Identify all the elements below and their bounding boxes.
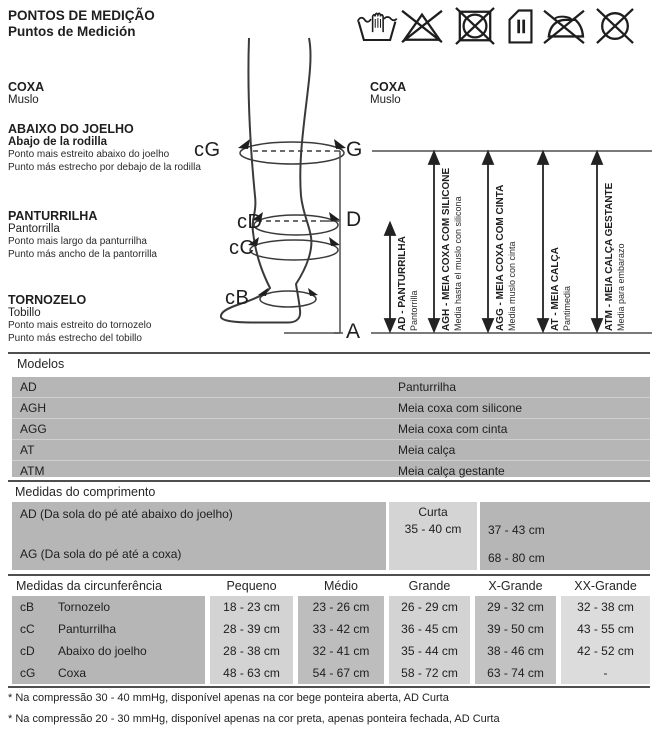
column-medio	[298, 596, 384, 684]
table-row-label	[12, 618, 205, 640]
curta-range: 35 - 40 cm	[404, 522, 462, 536]
table-row	[12, 398, 650, 419]
length-row-ag: AG (Da sola do pé até a coxa)	[20, 547, 182, 561]
model-name: Panturrilha	[398, 380, 457, 394]
models-divider	[8, 352, 650, 354]
circumference-title: Medidas da circunferência	[16, 579, 162, 593]
table-row	[12, 377, 650, 398]
size-header-xx-grande: XX-Grande	[574, 579, 637, 593]
cell: 39 - 50 cm	[487, 622, 544, 636]
cell: 33 - 42 cm	[312, 622, 370, 636]
cell: 32 - 38 cm	[577, 600, 634, 614]
length-label-cell	[12, 502, 386, 570]
label-panturrilha-title: PANTURRILHA	[8, 209, 98, 223]
cell: 54 - 67 cm	[312, 666, 370, 680]
cell: 36 - 45 cm	[401, 622, 458, 636]
point-cb-label: cB	[225, 287, 250, 309]
letter-d: D	[346, 208, 362, 231]
point-code: cG	[20, 666, 36, 680]
model-agg-label	[495, 150, 517, 331]
length-table	[0, 502, 655, 570]
model-agh-code: AGH - MEIA COXA COM SILICONE	[441, 167, 452, 331]
column-pequeno	[210, 596, 293, 684]
point-code: cC	[20, 622, 35, 636]
label-panturrilha-desc-es: Punto más ancho de la pantorrilla	[8, 248, 157, 260]
cell: 42 - 52 cm	[577, 644, 634, 658]
model-agg-subtitle: Media muslo con cinta	[506, 241, 517, 331]
models-table	[12, 377, 650, 477]
label-abaixo-subtitle: Abajo de la rodilla	[8, 136, 108, 148]
label-tornozelo-desc-pt: Ponto mais estreito do tornozelo	[8, 320, 152, 331]
model-code: AT	[20, 443, 35, 457]
table-row	[12, 440, 650, 461]
point-cd-label: cD	[237, 211, 263, 233]
table-row	[12, 419, 650, 440]
model-atm-label	[604, 150, 626, 331]
cell: 32 - 41 cm	[312, 644, 370, 658]
table-row-label	[12, 640, 205, 662]
cell: -	[603, 666, 608, 680]
label-tornozelo-subtitle: Tobillo	[8, 307, 41, 319]
model-at-subtitle: Pantimedia	[561, 285, 572, 331]
size-header-pequeno: Pequeno	[226, 579, 277, 593]
cell: 28 - 39 cm	[223, 622, 280, 636]
table-row-label	[12, 596, 205, 618]
model-ad-subtitle: Pantorrilla	[408, 290, 419, 331]
length-size-cell	[480, 502, 650, 570]
bottom-divider	[8, 686, 650, 688]
length-curta-cell	[389, 502, 477, 570]
cell: 18 - 23 cm	[223, 600, 280, 614]
circumference-label-column	[12, 596, 205, 684]
footnote-2: * Na compressão 20 - 30 mmHg, disponível apenas na cor preta, apenas ponteira fechada, AD Curta	[8, 713, 500, 725]
column-xx-grande	[561, 596, 650, 684]
model-code: AGG	[20, 422, 47, 436]
size-header-medio: Médio	[323, 579, 359, 593]
length-size-ag: 68 - 80 cm	[488, 551, 545, 565]
model-agg-code: AGG - MEIA COXA COM CINTA	[495, 184, 506, 331]
point-code: cD	[20, 644, 35, 658]
column-grande	[389, 596, 470, 684]
length-title: Medidas do comprimento	[15, 485, 156, 499]
label-coxa-subtitle: Muslo	[8, 94, 39, 106]
letter-g: G	[346, 138, 363, 161]
model-ad-code: AD - PANTURRILHA	[397, 236, 408, 331]
label-tornozelo-title: TORNOZELO	[8, 293, 87, 307]
model-agh-label	[441, 150, 463, 331]
model-ad-label	[397, 150, 419, 331]
page-subtitle: Puntos de Medición	[8, 24, 136, 39]
point-name: Abaixo do joelho	[58, 644, 147, 658]
cell: 35 - 44 cm	[401, 644, 458, 658]
point-cg-label: cG	[194, 139, 221, 161]
label-coxa-right-title: COXA	[370, 80, 407, 94]
circumference-table	[0, 596, 655, 684]
size-header-x-grande: X-Grande	[488, 579, 543, 593]
model-name: Meia coxa com cinta	[398, 422, 508, 436]
model-name: Meia calça gestante	[398, 464, 505, 478]
page-title: PONTOS DE MEDIÇÃO	[8, 8, 155, 23]
cell: 28 - 38 cm	[223, 644, 280, 658]
cell: 23 - 26 cm	[312, 600, 370, 614]
label-tornozelo-desc-es: Punto más estrecho del tobillo	[8, 332, 142, 344]
label-panturrilha-subtitle: Pantorrilla	[8, 223, 60, 235]
point-name: Panturrilha	[58, 622, 117, 636]
model-atm-code: ATM - MEIA CALÇA GESTANTE	[604, 182, 615, 331]
table-row-label	[12, 662, 205, 684]
label-abaixo-desc-pt: Ponto mais estreito abaixo do joelho	[8, 149, 170, 160]
curta-label: Curta	[418, 505, 448, 519]
length-divider	[8, 480, 650, 482]
model-code: ATM	[20, 464, 45, 478]
point-cc-label: cC	[229, 237, 255, 259]
models-title: Modelos	[17, 357, 65, 371]
column-x-grande	[475, 596, 556, 684]
cell: 48 - 63 cm	[223, 666, 280, 680]
point-code: cB	[20, 600, 35, 614]
cell: 43 - 55 cm	[577, 622, 634, 636]
model-name: Meia coxa com silicone	[398, 401, 523, 415]
footnote-1: * Na compressão 30 - 40 mmHg, disponível apenas na cor bege ponteira aberta, AD Curta	[8, 692, 449, 704]
cell: 26 - 29 cm	[401, 600, 458, 614]
model-at-label	[550, 150, 572, 331]
label-coxa-right-subtitle: Muslo	[370, 94, 401, 106]
model-code: AD	[20, 380, 37, 394]
point-name: Coxa	[58, 666, 87, 680]
point-name: Tornozelo	[58, 600, 111, 614]
label-abaixo-title: ABAIXO DO JOELHO	[8, 122, 134, 136]
cell: 38 - 46 cm	[487, 644, 544, 658]
letter-a: A	[346, 320, 361, 343]
label-abaixo-desc-es: Punto más estrecho por debajo de la rodilla	[8, 161, 201, 173]
size-header-grande: Grande	[408, 579, 451, 593]
model-at-code: AT - MEIA CALÇA	[550, 247, 561, 331]
circumference-divider	[8, 574, 650, 576]
model-atm-subtitle: Media para embarazo	[615, 243, 626, 331]
length-size-ad: 37 - 43 cm	[488, 523, 545, 537]
cell: 63 - 74 cm	[487, 666, 544, 680]
label-coxa-title: COXA	[8, 80, 45, 94]
cell: 58 - 72 cm	[401, 666, 458, 680]
model-agh-subtitle: Media hasta el muslo con silicona	[452, 196, 463, 331]
label-panturrilha-desc-pt: Ponto mais largo da panturrilha	[8, 236, 147, 247]
model-code: AGH	[20, 401, 47, 415]
table-row	[12, 461, 650, 481]
cell: 29 - 32 cm	[487, 600, 544, 614]
length-row-ad: AD (Da sola do pé até abaixo do joelho)	[20, 507, 233, 521]
model-name: Meia calça	[398, 443, 456, 457]
